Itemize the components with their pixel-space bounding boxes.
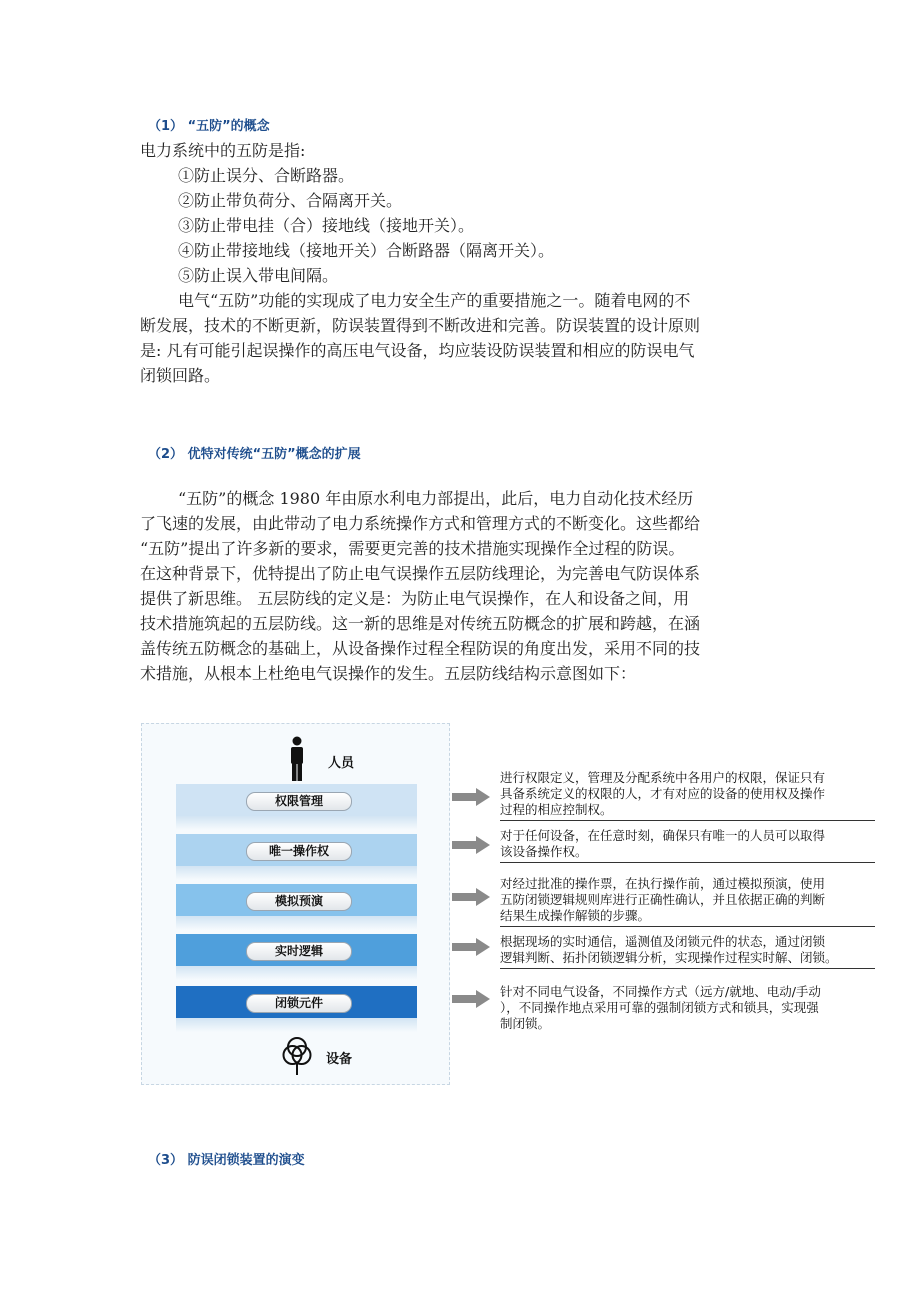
layer-description xyxy=(500,984,875,1034)
section1-intro: 电力系统中的五防是指: xyxy=(140,141,306,160)
layer-description xyxy=(500,770,875,821)
five-prevention-item: ⑤防止误入带电间隔。 xyxy=(178,266,339,285)
description-line: 对于任何设备，在任意时刻，确保只有唯一的人员可以取得 xyxy=(500,828,826,843)
section2-paragraph-line: 提供了新思维。 五层防线的定义是：为防止电气误操作，在人和设备之间，用 xyxy=(140,589,690,608)
section3-heading: （3） 防误闭锁装置的演变 xyxy=(148,1153,305,1168)
right-arrow-icon xyxy=(452,836,490,854)
defense-layer xyxy=(176,884,417,916)
five-prevention-item: ①防止误分、合断路器。 xyxy=(178,166,355,185)
description-line: 对经过批准的操作票，在执行操作前，通过模拟预演，使用 xyxy=(500,876,826,891)
right-arrow-icon xyxy=(452,888,490,906)
layer-description xyxy=(500,828,875,863)
right-arrow-icon xyxy=(452,990,490,1008)
section1-heading: （1） “五防”的概念 xyxy=(148,119,270,134)
section1-paragraph-line: 闭锁回路。 xyxy=(140,366,221,385)
layer-label: 权限管理 xyxy=(246,792,352,811)
description-line: 进行权限定义，管理及分配系统中各用户的权限，保证只有 xyxy=(500,770,826,785)
section2-paragraph-line: 在这种背景下，优特提出了防止电气误操作五层防线理论，为完善电气防误体系 xyxy=(140,564,701,583)
section2-paragraph-line: 了飞速的发展，由此带动了电力系统操作方式和管理方式的不断变化。这些都给 xyxy=(140,514,701,533)
description-line: 结果生成操作解锁的步骤。 xyxy=(500,908,651,923)
section2-heading: （2） 优特对传统“五防”概念的扩展 xyxy=(148,447,361,462)
layer-label: 唯一操作权 xyxy=(246,842,352,861)
defense-layer xyxy=(176,784,417,816)
five-prevention-item: ③防止带电挂（合）接地线（接地开关）。 xyxy=(178,216,475,235)
person-icon xyxy=(289,736,305,782)
defense-layer xyxy=(176,934,417,966)
five-prevention-item: ②防止带负荷分、合隔离开关。 xyxy=(178,191,403,210)
section1-paragraph-line: 电气“五防”功能的实现成了电力安全生产的重要措施之一。随着电网的不 xyxy=(178,291,691,310)
layer-label: 闭锁元件 xyxy=(246,994,352,1013)
five-prevention-item: ④防止带接地线（接地开关）合断路器（隔离开关）。 xyxy=(178,241,555,260)
section1-paragraph-line: 是: 凡有可能引起误操作的高压电气设备，均应装设防误装置和相应的防误电气 xyxy=(140,341,695,360)
description-line: 根据现场的实时通信，遥测值及闭锁元件的状态，通过闭锁 xyxy=(500,934,826,949)
layer-description xyxy=(500,876,875,927)
description-line: 具备系统定义的权限的人，才有对应的设备的使用权及操作 xyxy=(500,786,826,801)
equipment-label: 设备 xyxy=(326,1052,353,1067)
description-line: 过程的相应控制权。 xyxy=(500,802,613,817)
section2-paragraph-line: 术措施，从根本上杜绝电气误操作的发生。五层防线结构示意图如下： xyxy=(140,664,637,683)
layer-description xyxy=(500,934,875,969)
section2-paragraph-line: “五防”提出了许多新的要求，需要更完善的技术措施实现操作全过程的防误。 xyxy=(140,539,685,558)
right-arrow-icon xyxy=(452,938,490,956)
description-line: 五防闭锁逻辑规则库进行正确性确认，并且依据正确的判断 xyxy=(500,892,826,907)
section2-paragraph-line: 盖传统五防概念的基础上，从设备操作过程全程防误的角度出发，采用不同的技 xyxy=(140,639,701,658)
layer-label: 模拟预演 xyxy=(246,892,352,911)
section1-paragraph-line: 断发展，技术的不断更新，防误装置得到不断改进和完善。防误装置的设计原则 xyxy=(140,316,701,335)
layer-label: 实时逻辑 xyxy=(246,942,352,961)
section2-paragraph-line: 技术措施筑起的五层防线。这一新的思维是对传统五防概念的扩展和跨越，在涵 xyxy=(140,614,701,633)
transformer-icon xyxy=(282,1036,312,1076)
description-line: 制闭锁。 xyxy=(500,1016,551,1031)
right-arrow-icon xyxy=(452,788,490,806)
description-line: 针对不同电气设备，不同操作方式（远方/就地、电动/手动 xyxy=(500,984,821,999)
defense-layer xyxy=(176,986,417,1018)
five-layer-diagram xyxy=(141,723,450,1085)
description-line: 逻辑判断、拓扑闭锁逻辑分析，实现操作过程实时解、闭锁。 xyxy=(500,950,838,965)
person-label: 人员 xyxy=(328,756,355,771)
section2-paragraph-line: “五防”的概念 1980 年由原水利电力部提出，此后，电力自动化技术经历 xyxy=(178,489,694,508)
description-line: 该设备操作权。 xyxy=(500,844,588,859)
defense-layer xyxy=(176,834,417,866)
description-line: ），不同操作地点采用可靠的强制闭锁方式和锁具，实现强 xyxy=(500,1000,819,1015)
